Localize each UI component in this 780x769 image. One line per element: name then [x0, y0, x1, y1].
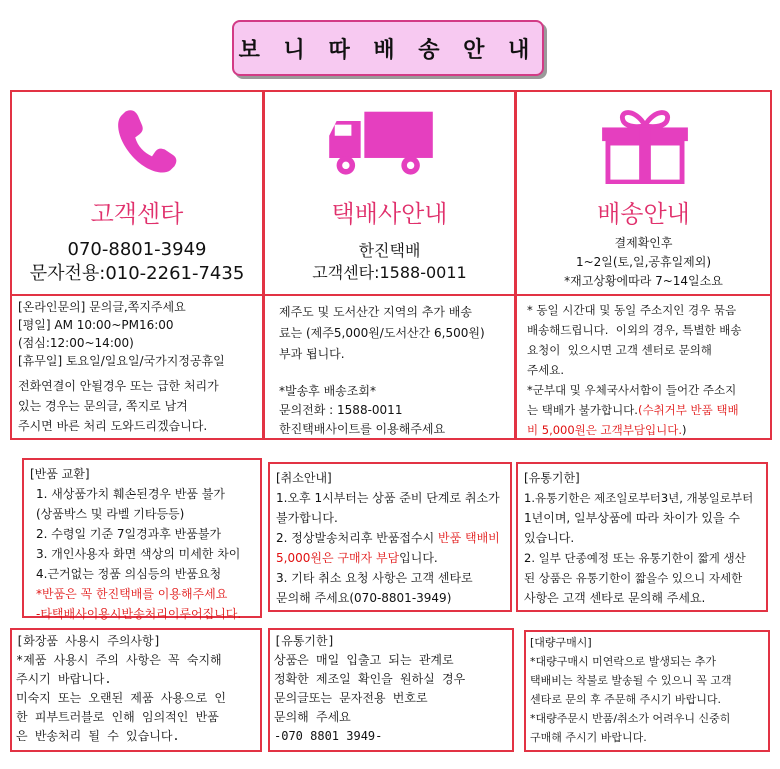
note-line: 전화연결이 안될경우 또는 급한 처리가: [18, 379, 219, 393]
cancel-line: [276, 528, 504, 548]
delivery-note-line: [527, 400, 741, 420]
divider: [517, 294, 770, 296]
sms-number: 문자전용:010-2261-7435: [29, 263, 245, 284]
bulk-line: 구매해 주시기 바랍니다.: [530, 731, 647, 744]
delivery-info-line: *재고상황에따라 7~14일소요: [564, 274, 723, 288]
customer-center-contacts: [12, 238, 262, 286]
closing-paren: ): [681, 423, 687, 437]
cancel-fee-pre: 2. 정상발송처리후 반품접수시: [276, 531, 438, 545]
cancel-fee-post: 입니다.: [399, 551, 438, 565]
truck-icon: [321, 108, 441, 182]
expiry-line: 1년이며, 일부상품에 따라 차이가 있을 수: [524, 511, 740, 525]
cancel-fee-red: 반품 택배비: [438, 531, 500, 545]
tracking-line: *발송후 배송조회*: [279, 384, 376, 398]
expiry2-line: -070 8801 3949-: [274, 729, 383, 743]
delivery-note-line: [527, 420, 741, 440]
returns-line: 4.근거없는 정품 의심등의 반품요청: [36, 567, 222, 581]
expiry2-line: 문의해 주세요: [274, 710, 351, 724]
refusal-fee-note: (수취거부 반품 택배: [637, 403, 739, 417]
hours-block: [18, 298, 225, 370]
delivery-notes: [527, 300, 741, 440]
courier-center-number: 고객센타:1588-0011: [312, 263, 467, 282]
hours-line: [휴무일] 토요일/일요일/국가지정공휴일: [18, 354, 225, 368]
hours-line: [평일] AM 10:00~PM16:00: [18, 318, 174, 332]
expiry-header: [유통기한]: [524, 471, 580, 485]
cosmetic-caution-box: [10, 628, 262, 752]
divider: [265, 294, 514, 296]
returns-line: (상품박스 및 라벨 기타등등): [36, 507, 185, 521]
cancel-line: 문의해 주세요(070-8801-3949): [276, 591, 452, 605]
returns-header: [반품 교환]: [30, 467, 90, 481]
cosmetic-header: [화장품 사용시 주의사항]: [16, 634, 161, 648]
cancel-line: 불가합니다.: [276, 511, 338, 525]
bulk-order-box: [524, 630, 770, 752]
delivery-note-line: 주세요.: [527, 363, 564, 377]
tracking-note: [279, 382, 445, 439]
fee-line: 부과 됩니다.: [279, 347, 345, 361]
expiry2-line: 상품은 매일 입출고 되는 관계로: [274, 653, 454, 667]
cancel-box: [268, 462, 512, 612]
gift-icon: [595, 106, 695, 184]
bulk-header: [대량구매시]: [530, 636, 592, 649]
delivery-panel: [515, 90, 772, 440]
expiry2-header: [유통기한]: [274, 634, 335, 648]
cosmetic-line: 미숙지 또는 오랜된 제품 사용으로 인: [16, 691, 227, 705]
cancel-fee-red-2: 5,000원은 구매자 부담: [276, 551, 400, 565]
delivery-info-line: 결제확인후: [614, 236, 673, 250]
expiry-line: 1.유통기한은 제조일로부터3년, 개봉일로부터: [524, 491, 754, 505]
military-note: 는 택배가 불가합니다.: [527, 403, 638, 417]
bulk-line: 택배비는 착불로 발송될 수 있으니 꼭 고객: [530, 674, 732, 687]
cosmetic-line: 주시기 바랍니다.: [16, 672, 112, 686]
bulk-line: 센타로 문의 후 주문해 주시기 바랍니다.: [530, 693, 721, 706]
delivery-note-line: * 동일 시간대 및 동일 주소지인 경우 묶음: [527, 303, 737, 317]
expiry-contact-box: [268, 628, 514, 752]
expiry-line: 사항은 고객 센타로 문의해 주세요.: [524, 591, 706, 605]
refusal-fee-note-2: 비 5,000원은 고객부담입니다.: [527, 423, 682, 437]
cancel-line: 3. 기타 취소 요청 사항은 고객 센타로: [276, 571, 473, 585]
cancel-line: [276, 548, 504, 568]
delivery-info-line: 1~2일(토,일,공휴일제외): [575, 255, 712, 269]
customer-center-heading: 고객센타: [90, 200, 184, 228]
courier-name: 한진택배: [358, 241, 421, 260]
cosmetic-line: 은 반송처리 될 수 있습니다.: [16, 729, 180, 743]
courier-contacts: [265, 240, 514, 284]
tracking-line: 문의전화 : 1588-0011: [279, 403, 403, 417]
returns-red-line: *반품은 꼭 한진택배를 이용해주세요: [36, 587, 228, 601]
cosmetic-line: *제품 사용시 주의 사항은 꼭 숙지해: [16, 653, 222, 667]
delivery-heading: 배송안내: [597, 200, 690, 228]
cancel-line: 1.오후 1시부터는 상품 준비 단계로 취소가: [276, 491, 500, 505]
returns-line: 3. 개인사용자 화면 색상의 미세한 차이: [36, 547, 241, 561]
returns-line: 1. 새상품가치 훼손된경우 반품 불가: [36, 487, 225, 501]
cancel-header: [취소안내]: [276, 471, 332, 485]
cosmetic-line: 한 피부트러블로 인해 임의적인 반품: [16, 710, 219, 724]
expiry2-line: 문의글또는 문자전용 번호로: [274, 691, 428, 705]
customer-center-panel: [10, 90, 264, 440]
note-line: 주시면 바른 처리 도와드리겠습니다.: [18, 419, 208, 433]
expiry-line: 된 상품은 유통기한이 짧을수 있으니 자세한: [524, 571, 743, 585]
courier-heading: 택배사안내: [331, 200, 448, 228]
fee-line: 료는 (제주5,000원/도서산간 6,500원): [279, 326, 485, 340]
phone-number: 070-8801-3949: [67, 239, 207, 260]
note-line: 있는 경우는 문의글, 쪽지로 남겨: [18, 399, 188, 413]
returns-red-line: -타택배사이용시반송처리이루어집니다.: [36, 607, 242, 621]
returns-line: 2. 수령일 기준 7일경과후 반품불가: [36, 527, 222, 541]
shipping-fee-note: [279, 302, 485, 365]
delivery-note-line: *군부대 및 우체국사서함이 들어간 주소지: [527, 383, 737, 397]
expiry2-line: 정확한 제조일 확인을 원하실 경우: [274, 672, 466, 686]
expiry-line: 2. 일부 단종예정 또는 유통기한이 짧게 생산: [524, 551, 746, 565]
hours-line: [온라인문의] 문의글,쪽지주세요: [18, 300, 186, 314]
expiry-line: 있습니다.: [524, 531, 575, 545]
courier-panel: [263, 90, 516, 440]
tracking-line: 한진택배사이트를 이용해주세요: [279, 422, 446, 436]
hours-line: (점심:12:00~14:00): [18, 336, 134, 350]
bulk-line: *대량주문시 반품/취소가 어려우니 신중히: [530, 712, 731, 725]
page-title: [232, 20, 544, 76]
page-title-text: 보 니 따 배 송 안 내: [238, 37, 538, 63]
returns-box: [22, 458, 262, 621]
divider: [12, 294, 262, 296]
expiry-box: [516, 462, 768, 612]
delivery-note-line: 요청이 있으시면 고객 센터로 문의해: [527, 343, 712, 357]
delivery-info: [517, 234, 770, 291]
delivery-note-line: 배송해드립니다. 이외의 경우, 특별한 배송: [527, 323, 742, 337]
contact-note: [18, 376, 219, 436]
fee-line: 제주도 및 도서산간 지역의 추가 배송: [279, 305, 472, 319]
bulk-line: *대량구매시 미연락으로 발생되는 추가: [530, 655, 717, 668]
phone-icon: [110, 106, 180, 176]
